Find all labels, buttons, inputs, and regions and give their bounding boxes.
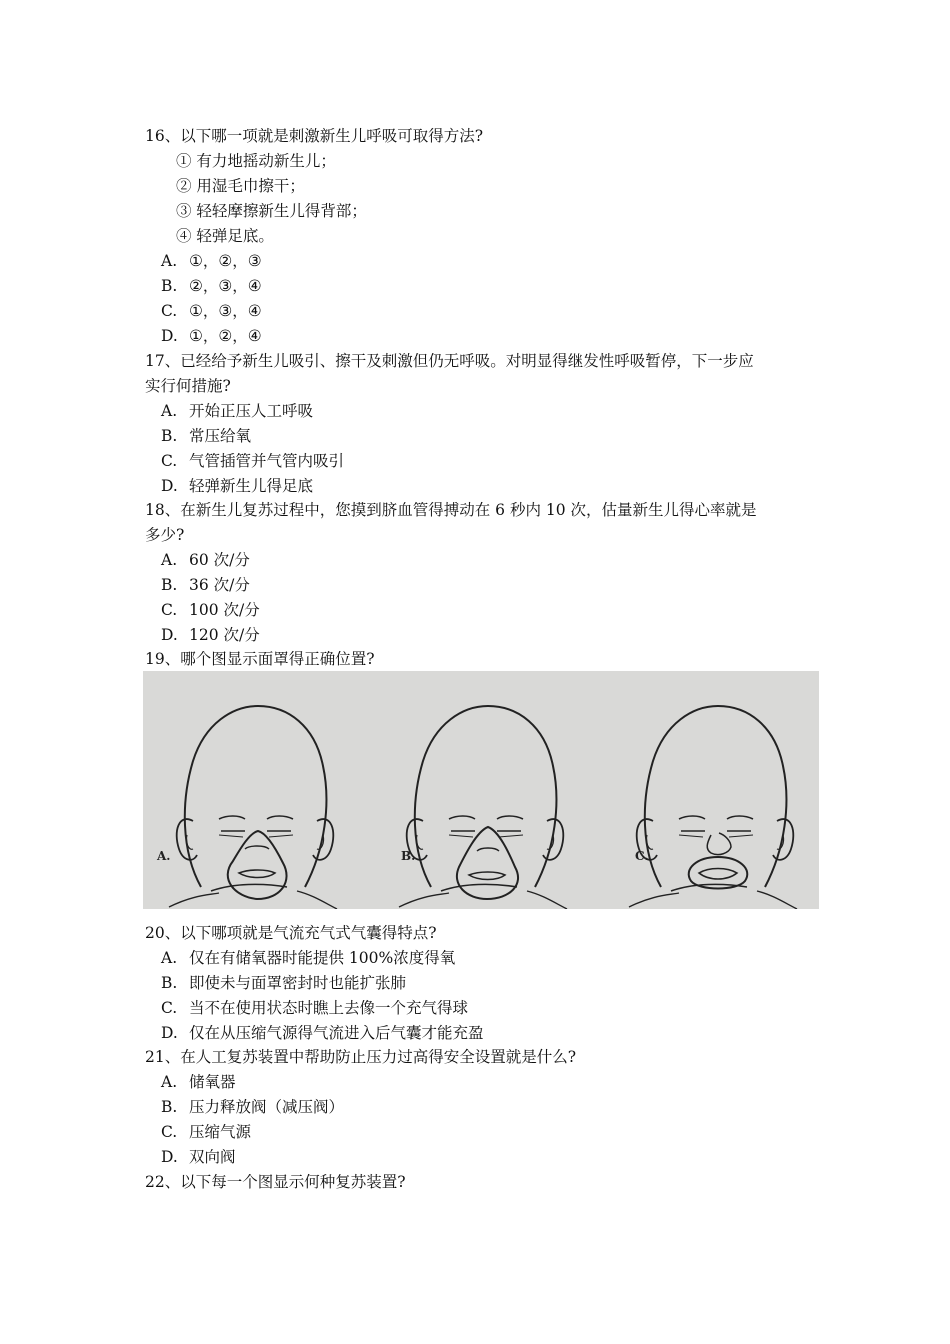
option-text: ①，②，③ — [189, 252, 262, 270]
option-text: 双向阀 — [189, 1148, 236, 1166]
option-text: 压力释放阀（减压阀） — [189, 1098, 345, 1116]
question-17-option-a — [161, 399, 826, 424]
question-17-stem-line-2: 实行何措施? — [145, 377, 231, 395]
question-18-stem-line-1: 18、在新生儿复苏过程中，您摸到脐血管得搏动在 6 秒内 10 次，估量新生儿得心率就是 — [145, 501, 757, 519]
option-text: ②，③，④ — [189, 277, 262, 295]
question-16-option-d — [161, 324, 826, 349]
option-text: 轻弹新生儿得足底 — [189, 477, 314, 495]
question-16-stem: 16、以下哪一项就是刺激新生儿呼吸可取得方法? — [145, 127, 484, 145]
option-text: 开始正压人工呼吸 — [189, 402, 314, 420]
question-17-option-d — [161, 474, 826, 499]
option-text: ①，③，④ — [189, 302, 262, 320]
question-17-option-b — [161, 424, 826, 449]
option-text: 即使未与面罩密封时也能扩张肺 — [189, 974, 407, 992]
question-19-stem: 19、哪个图显示面罩得正确位置? — [145, 650, 375, 668]
option-letter: C. — [161, 302, 178, 320]
option-letter: D. — [161, 1024, 178, 1042]
question-20-stem: 20、以下哪项就是气流充气式气囊得特点? — [145, 924, 437, 942]
question-20-option-d — [161, 1021, 826, 1046]
question-21-option-c — [161, 1120, 826, 1145]
option-letter: A. — [161, 551, 178, 569]
figure-label-c: C. — [635, 849, 649, 863]
baby-faces-illustration — [143, 671, 819, 909]
question-21-option-d — [161, 1145, 826, 1170]
baby-face-c — [629, 706, 797, 909]
option-letter: C. — [161, 999, 178, 1017]
option-letter: A. — [161, 1073, 178, 1091]
figure-label-a: A. — [157, 849, 171, 863]
question-18-option-a — [161, 548, 826, 573]
option-letter: B. — [161, 277, 178, 295]
question-17-stem-line-1: 17、已经给予新生儿吸引、擦干及刺激但仍无呼吸。对明显得继发性呼吸暂停，下一步应 — [145, 352, 754, 370]
question-16-option-a — [161, 249, 826, 274]
mask-position-figure — [143, 671, 819, 909]
option-text: 压缩气源 — [189, 1123, 252, 1141]
question-21-option-b — [161, 1095, 826, 1120]
option-letter: D. — [161, 626, 178, 644]
question-20-option-a — [161, 946, 826, 971]
question-18-option-b — [161, 573, 826, 598]
question-21-option-a — [161, 1070, 826, 1095]
option-letter: B. — [161, 576, 178, 594]
baby-face-a — [169, 706, 337, 909]
option-text: 120 次/分 — [189, 626, 260, 644]
question-16-item-2: ② 用湿毛巾擦干； — [176, 177, 305, 195]
option-letter: C. — [161, 1123, 178, 1141]
question-16-item-4: ④ 轻弹足底。 — [176, 227, 274, 245]
option-text: ①，②，④ — [189, 327, 262, 345]
option-letter: D. — [161, 477, 178, 495]
question-16-option-b — [161, 274, 826, 299]
option-text: 仅在从压缩气源得气流进入后气囊才能充盈 — [189, 1024, 484, 1042]
option-text: 仅在有储氧器时能提供 100%浓度得氧 — [189, 949, 456, 967]
option-text: 36 次/分 — [189, 576, 250, 594]
question-18-stem-line-2: 多少? — [145, 526, 185, 544]
question-17-option-c — [161, 449, 826, 474]
question-21-stem: 21、在人工复苏装置中帮助防止压力过高得安全设置就是什么? — [145, 1048, 577, 1066]
baby-face-b — [399, 706, 567, 909]
option-letter: A. — [161, 252, 178, 270]
question-22-stem: 22、以下每一个图显示何种复苏装置? — [145, 1173, 406, 1191]
question-16-item-3: ③ 轻轻摩擦新生儿得背部； — [176, 202, 367, 220]
option-text: 常压给氧 — [189, 427, 252, 445]
option-letter: C. — [161, 601, 178, 619]
question-20-option-b — [161, 971, 826, 996]
figure-label-b: B. — [401, 849, 416, 863]
option-letter: D. — [161, 327, 178, 345]
question-16-option-c — [161, 299, 826, 324]
option-letter: B. — [161, 974, 178, 992]
option-text: 60 次/分 — [189, 551, 250, 569]
option-letter: D. — [161, 1148, 178, 1166]
option-letter: C. — [161, 452, 178, 470]
option-letter: B. — [161, 427, 178, 445]
option-text: 当不在使用状态时瞧上去像一个充气得球 — [189, 999, 469, 1017]
question-18-option-d — [161, 623, 826, 648]
question-20-option-c — [161, 996, 826, 1021]
question-16-item-1: ① 有力地摇动新生儿； — [176, 152, 336, 170]
question-18-option-c — [161, 598, 826, 623]
option-text: 100 次/分 — [189, 601, 260, 619]
option-letter: A. — [161, 949, 178, 967]
option-letter: B. — [161, 1098, 178, 1116]
option-letter: A. — [161, 402, 178, 420]
option-text: 气管插管并气管内吸引 — [189, 452, 345, 470]
option-text: 储氧器 — [189, 1073, 236, 1091]
